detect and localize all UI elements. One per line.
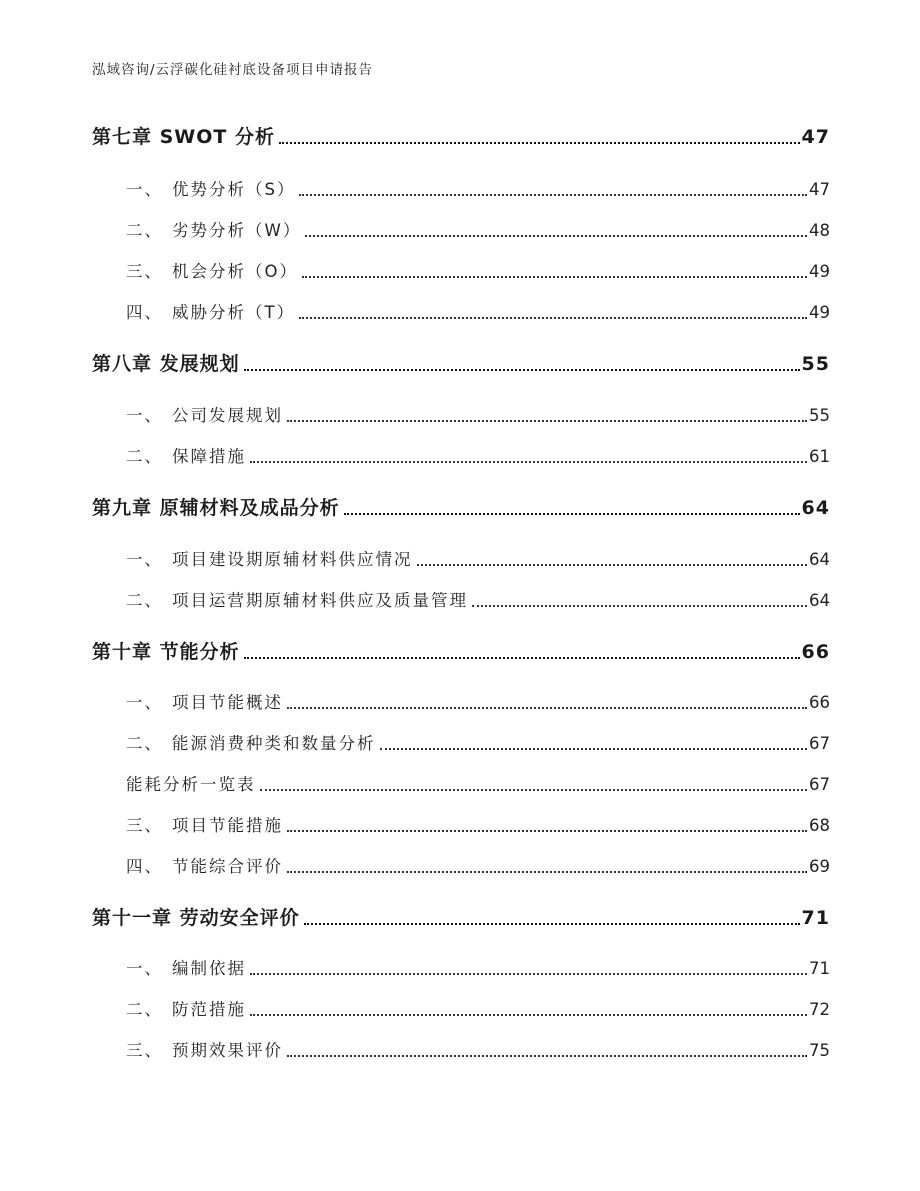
dot-leader (380, 748, 808, 750)
toc-page-number: 48 (809, 221, 830, 240)
toc-section[interactable] (92, 730, 830, 754)
toc-section-number: 二、 (126, 221, 163, 240)
dot-leader (305, 235, 807, 237)
toc-entry-title: 第十章 节能分析 (92, 641, 240, 663)
toc-page-number: 75 (809, 1041, 830, 1060)
toc-entry-title: 公司发展规划 (172, 406, 283, 425)
dot-leader (344, 513, 800, 515)
toc-page-number: 61 (809, 447, 830, 466)
toc-section[interactable] (92, 176, 830, 200)
toc-chapter-8[interactable] (92, 349, 830, 376)
toc-chapter-7[interactable] (92, 122, 830, 149)
toc-entry-title: 节能综合评价 (172, 857, 283, 876)
toc-page-number: 64 (809, 591, 830, 610)
toc-section-number: 一、 (126, 406, 163, 425)
toc-section-number: 四、 (126, 857, 163, 876)
toc-entry-title: 威胁分析（T） (172, 303, 296, 322)
dot-leader (302, 276, 807, 278)
toc-entry-title: 第十一章 劳动安全评价 (92, 907, 300, 929)
toc-section-number: 二、 (126, 447, 163, 466)
toc-section[interactable] (92, 402, 830, 426)
toc-page-number: 49 (809, 262, 830, 281)
toc-page-number: 71 (809, 959, 830, 978)
toc-section-number: 三、 (126, 262, 163, 281)
toc-page-number: 55 (809, 406, 830, 425)
document-header: 泓域咨询/云浮碳化硅衬底设备项目申请报告 (92, 62, 374, 78)
toc-page-number: 47 (801, 126, 830, 148)
toc-page-number: 66 (809, 693, 830, 712)
toc-chapter-10[interactable] (92, 637, 830, 664)
toc-section[interactable] (92, 771, 830, 795)
dot-leader (287, 1055, 807, 1057)
toc-section[interactable] (92, 546, 830, 570)
toc-chapter-9[interactable] (92, 493, 830, 520)
toc-entry-title: 防范措施 (172, 1000, 246, 1019)
toc-entry-title: 能耗分析一览表 (126, 775, 256, 794)
dot-leader (279, 142, 800, 144)
dot-leader (250, 973, 807, 975)
toc-entry-title: 第九章 原辅材料及成品分析 (92, 497, 340, 519)
dot-leader (287, 707, 807, 709)
toc-chapter-11[interactable] (92, 903, 830, 930)
toc-entry-title: 保障措施 (172, 447, 246, 466)
toc-section[interactable] (92, 443, 830, 467)
toc-section[interactable] (92, 955, 830, 979)
toc-section-number: 三、 (126, 1041, 163, 1060)
toc-section-number: 一、 (126, 959, 163, 978)
toc-entry-title: 项目运营期原辅材料供应及质量管理 (172, 591, 468, 610)
toc-section[interactable] (92, 689, 830, 713)
toc-section[interactable] (92, 217, 830, 241)
toc-entry-title: 劣势分析（W） (172, 221, 302, 240)
dot-leader (260, 789, 808, 791)
toc-section[interactable] (92, 996, 830, 1020)
toc-section[interactable] (92, 1037, 830, 1061)
toc-page-number: 68 (809, 816, 830, 835)
toc-section[interactable] (92, 853, 830, 877)
toc-section-number: 二、 (126, 1000, 163, 1019)
toc-page-number: 69 (809, 857, 830, 876)
toc-section-number: 二、 (126, 734, 163, 753)
toc-entry-title: 机会分析（O） (172, 262, 298, 281)
dot-leader (287, 420, 807, 422)
dot-leader (417, 564, 808, 566)
toc-page-number: 64 (801, 497, 830, 519)
toc-entry-title: 项目建设期原辅材料供应情况 (172, 550, 413, 569)
toc-section-number: 四、 (126, 303, 163, 322)
toc-section-number: 二、 (126, 591, 163, 610)
toc-section-number: 一、 (126, 180, 163, 199)
toc-section[interactable] (92, 299, 830, 323)
toc-section[interactable] (92, 812, 830, 836)
dot-leader (244, 369, 800, 371)
toc-page-number: 71 (801, 907, 830, 929)
toc-section[interactable] (92, 587, 830, 611)
dot-leader (244, 657, 800, 659)
toc-page-number: 47 (809, 180, 830, 199)
toc-entry-title: 第七章 SWOT 分析 (92, 126, 275, 148)
dot-leader (299, 194, 807, 196)
toc-page-number: 66 (801, 641, 830, 663)
toc-section-number: 一、 (126, 550, 163, 569)
toc-entry-title: 能源消费种类和数量分析 (172, 734, 376, 753)
toc-section-number: 三、 (126, 816, 163, 835)
dot-leader (287, 871, 807, 873)
toc-entry-title: 编制依据 (172, 959, 246, 978)
toc-page-number: 67 (809, 734, 830, 753)
toc-entry-title: 预期效果评价 (172, 1041, 283, 1060)
dot-leader (287, 830, 807, 832)
dot-leader (304, 923, 800, 925)
dot-leader (472, 605, 807, 607)
toc-section-number: 一、 (126, 693, 163, 712)
toc-section[interactable] (92, 258, 830, 282)
toc-entry-title: 优势分析（S） (172, 180, 296, 199)
toc-page-number: 72 (809, 1000, 830, 1019)
toc-page-number: 64 (809, 550, 830, 569)
dot-leader (250, 1014, 807, 1016)
toc-page-number: 55 (801, 353, 830, 375)
toc-page-number: 67 (809, 775, 830, 794)
toc-entry-title: 项目节能概述 (172, 693, 283, 712)
toc-page-number: 49 (809, 303, 830, 322)
dot-leader (299, 317, 807, 319)
dot-leader (250, 461, 807, 463)
toc-entry-title: 第八章 发展规划 (92, 353, 240, 375)
toc-entry-title: 项目节能措施 (172, 816, 283, 835)
